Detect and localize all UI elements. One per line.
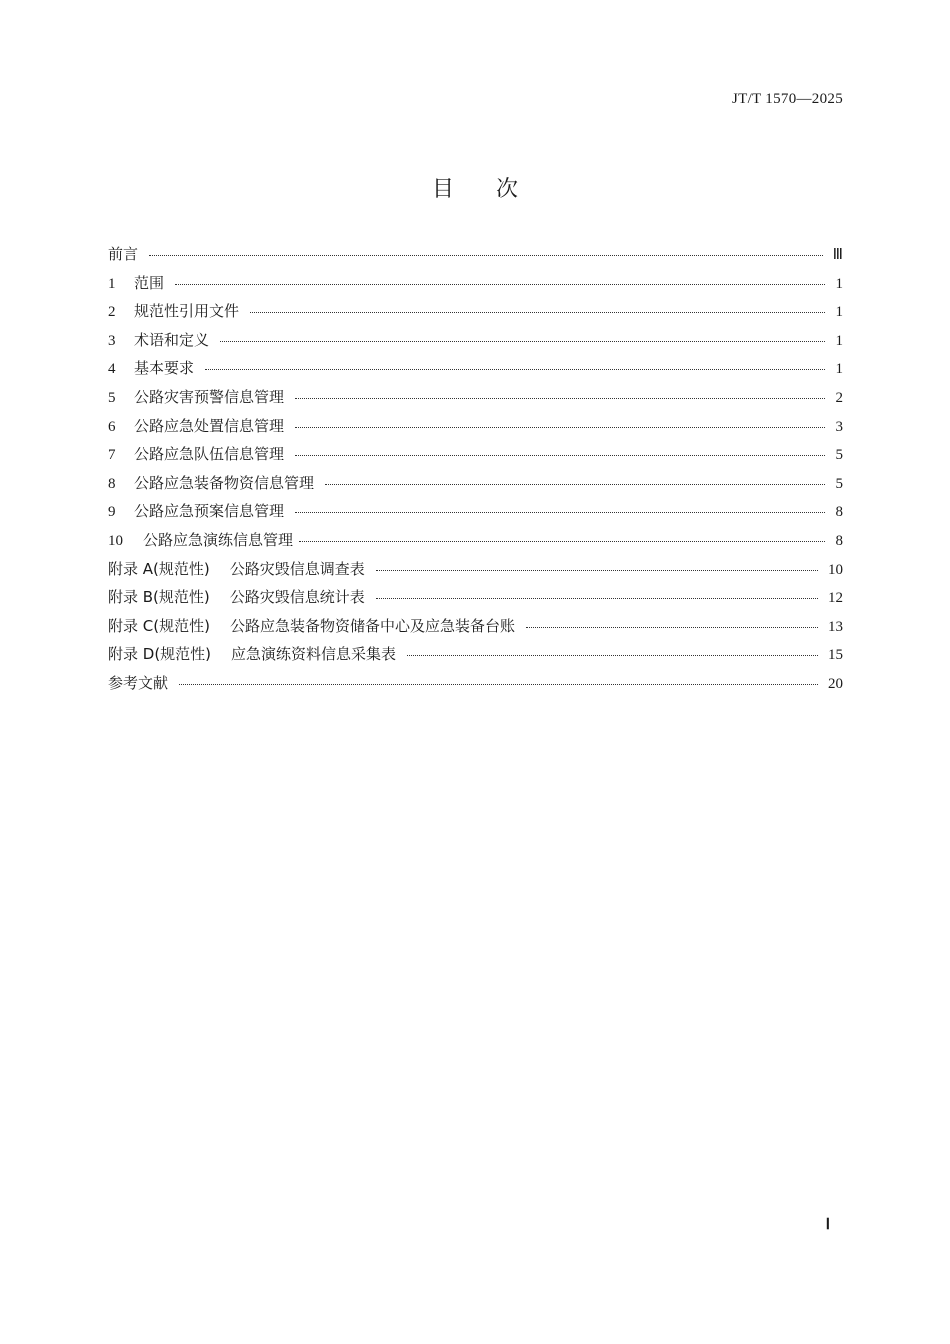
toc-leader-dots [175,284,825,285]
toc-leader-dots [179,684,818,685]
toc-leader-dots [149,255,823,256]
toc-leader-dots [295,455,825,456]
toc-entry-label: 术语和定义 [134,330,210,349]
toc-entry-label: 公路应急处置信息管理 [134,416,285,435]
toc-entry-label: 应急演练资料信息采集表 [231,645,397,664]
toc-entry-7[interactable] [108,443,843,472]
toc-entry-number: 5 [108,389,116,406]
toc-entry-number: 10 [108,532,123,549]
toc-entry-page: 8 [835,504,843,521]
toc-entry-appendix-b[interactable] [108,586,843,615]
toc-appendix-prefix: 附录 D(规范性) [108,645,212,664]
toc-entry-label: 公路应急预案信息管理 [134,502,285,521]
toc-title-right: 次 [496,177,519,202]
toc-entry-appendix-a[interactable] [108,558,843,587]
toc-leader-dots [325,484,825,485]
toc-entry-label-wrap [108,357,194,378]
toc-entry-3[interactable] [108,329,843,358]
toc-leader-dots [295,427,825,428]
toc-entry-2[interactable] [108,300,843,329]
toc-entry-number: 7 [108,447,116,464]
toc-entry-label: 公路应急队伍信息管理 [134,445,285,464]
toc-leader-dots [250,312,825,313]
toc-entry-label-wrap [108,386,284,407]
toc-entry-number: 1 [108,275,116,292]
toc-entry-label-wrap [108,329,209,350]
toc-entry-label-wrap [108,672,168,693]
toc-appendix-prefix: 附录 C(规范性) [108,616,210,635]
toc-entry-page: 10 [828,561,843,578]
toc-entry-label: 基本要求 [134,359,195,378]
toc-entry-page: 12 [828,590,843,607]
toc-appendix-prefix: 附录 B(规范性) [108,588,210,607]
toc-entry-label-wrap [108,529,293,550]
toc-title-left: 目 [431,177,454,202]
toc-entry-page: 1 [835,304,843,321]
toc-leader-dots [295,512,825,513]
footer-page-number: Ⅰ [825,1217,830,1233]
toc-entry-label-wrap [108,615,515,636]
toc-entry-4[interactable] [108,357,843,386]
toc-entry-label: 前言 [108,245,139,263]
toc-entry-page: 3 [835,418,843,435]
toc-entry-page: 5 [835,475,843,492]
toc-appendix-prefix: 附录 A(规范性) [108,559,210,578]
toc-entry-preface[interactable] [108,243,843,272]
toc-entry-label-wrap [108,443,284,464]
toc-entry-label-wrap [108,586,365,607]
toc-entry-references[interactable] [108,672,843,701]
toc-entry-appendix-d[interactable] [108,643,843,672]
toc-entry-page: 1 [835,361,843,378]
toc-leader-dots [376,598,818,599]
toc-entry-page: 5 [835,447,843,464]
toc-entry-label: 参考文献 [108,673,169,692]
toc-entry-label: 公路应急装备物资储备中心及应急装备台账 [229,616,515,635]
toc-entry-label: 公路灾毁信息统计表 [229,588,365,607]
toc-entry-number: 6 [108,418,116,435]
toc-entry-label: 公路灾害预警信息管理 [134,387,285,406]
toc-leader-dots [205,369,825,370]
toc-entry-page: 1 [835,275,843,292]
toc-leader-dots [526,627,818,628]
toc-entry-label: 规范性引用文件 [134,302,240,321]
toc-entry-number: 2 [108,304,116,321]
toc-entry-label-wrap [108,243,138,264]
toc-entry-1[interactable] [108,272,843,301]
toc-entry-label-wrap [108,415,284,436]
toc-entry-label: 公路应急装备物资信息管理 [134,473,315,492]
toc-entry-page: Ⅲ [832,247,843,263]
toc-leader-dots [295,398,825,399]
toc-leader-dots [376,570,818,571]
toc-entry-label-wrap [108,300,239,321]
toc-entry-label-wrap [108,558,365,579]
toc-entry-number: 9 [108,504,116,521]
toc-leader-dots [407,655,818,656]
toc-entry-page: 8 [835,532,843,549]
toc-entry-label-wrap [108,272,164,293]
toc-entry-9[interactable] [108,500,843,529]
toc-entry-label: 范围 [134,273,165,292]
toc-entry-page: 1 [835,332,843,349]
toc-entry-label-wrap [108,472,314,493]
toc-entry-label: 公路应急演练信息管理 [143,530,294,549]
toc-entry-label: 公路灾毁信息调查表 [229,559,365,578]
toc-entry-number: 3 [108,332,116,349]
toc-leader-dots [220,341,825,342]
toc-entry-page: 13 [828,618,843,635]
toc-entry-number: 8 [108,475,116,492]
toc-entry-5[interactable] [108,386,843,415]
toc-entry-6[interactable] [108,415,843,444]
table-of-contents [108,243,843,701]
standard-code: JT/T 1570—2025 [731,91,843,107]
toc-entry-page: 15 [828,647,843,664]
toc-entry-10[interactable] [108,529,843,558]
toc-entry-page: 2 [835,389,843,406]
toc-entry-number: 4 [108,361,116,378]
toc-entry-page: 20 [828,675,843,692]
toc-entry-label-wrap [108,500,284,521]
toc-leader-dots [299,541,825,542]
toc-entry-label-wrap [108,643,396,664]
toc-entry-8[interactable] [108,472,843,501]
toc-title [0,172,950,203]
toc-entry-appendix-c[interactable] [108,615,843,644]
